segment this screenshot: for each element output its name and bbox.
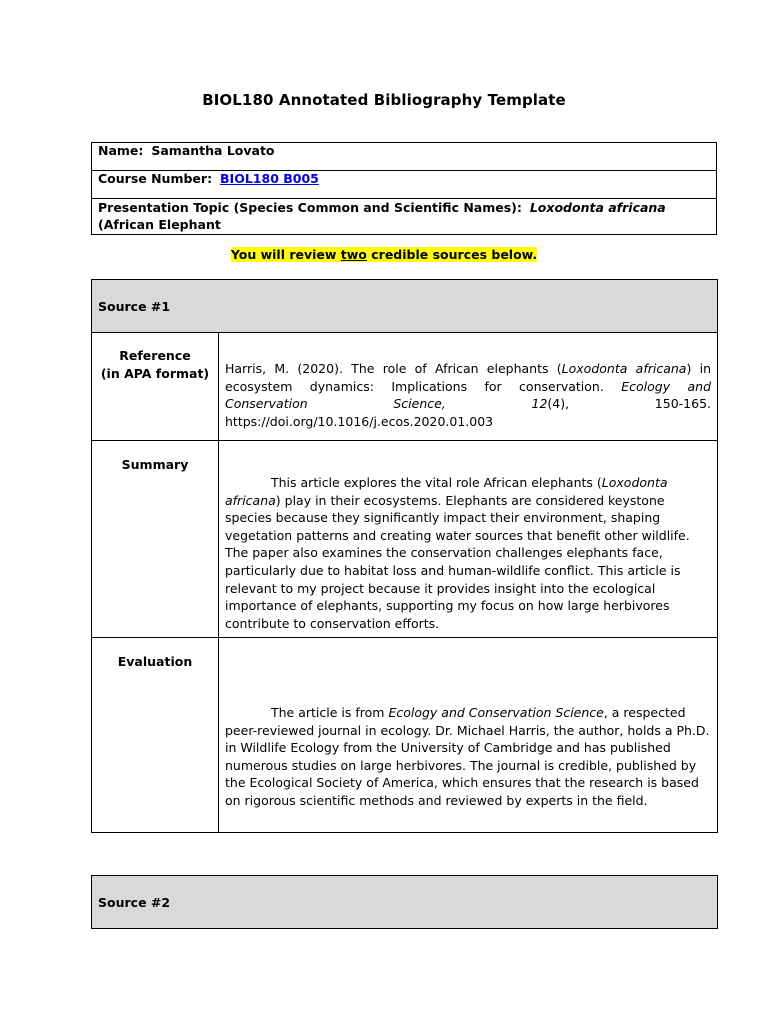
notice-before: You will review xyxy=(230,247,341,262)
course-label: Course Number: xyxy=(98,171,213,186)
review-notice xyxy=(0,247,768,262)
source-2-table xyxy=(91,875,718,929)
name-cell xyxy=(92,143,717,171)
reference-species: Loxodonta africana xyxy=(561,361,687,376)
topic-common-name: (African Elephant xyxy=(98,217,221,232)
evaluation-label: Evaluation xyxy=(117,654,193,669)
topic-label: Presentation Topic (Species Common and Scientific Names): xyxy=(98,200,522,215)
source-1-table xyxy=(91,279,718,833)
reference-content xyxy=(219,333,718,441)
summary-label-cell xyxy=(92,441,219,638)
source-2-header-row xyxy=(92,876,718,929)
evaluation-part1: The article is from xyxy=(271,705,389,720)
reference-part1: Harris, M. (2020). The role of African elephants ( xyxy=(225,361,562,376)
reference-journal: Ecology and Conservation Science, xyxy=(225,378,711,412)
summary-content xyxy=(219,441,718,638)
topic-row xyxy=(92,199,717,235)
evaluation-content xyxy=(219,638,718,833)
course-cell xyxy=(92,171,717,199)
summary-row xyxy=(92,441,718,638)
reference-label-line2: (in APA format) xyxy=(100,366,210,381)
student-info-table xyxy=(91,142,717,235)
notice-highlight xyxy=(231,247,537,262)
name-value: Samantha Lovato xyxy=(151,143,275,158)
evaluation-label-cell xyxy=(92,638,219,833)
evaluation-part2: , a respected peer-reviewed journal in ecology. Dr. Michael Harris, the author, holds a Ph.D. in Wildlife Ecology from the University of Cambridge and has published numerous studies on large herbivores. The journal is credible, published by the Ecological Society of America, which ensures that the research is based on rigorous scientific methods and reviewed by experts in the field. xyxy=(225,705,710,808)
reference-label-cell xyxy=(92,333,219,441)
reference-row xyxy=(92,333,718,441)
notice-emphasis: two xyxy=(340,247,367,262)
summary-part1: This article explores the vital role African elephants ( xyxy=(271,475,602,490)
course-number-link[interactable]: BIOL180 B005 xyxy=(220,171,319,186)
reference-label-line1: Reference xyxy=(119,348,191,363)
summary-label: Summary xyxy=(121,457,189,472)
evaluation-row xyxy=(92,638,718,833)
document-title: BIOL180 Annotated Bibliography Template xyxy=(202,91,566,109)
topic-scientific-name: Loxodonta africana xyxy=(529,200,666,215)
reference-part3: (4), 150-165. https://doi.org/10.1016/j.ecos.2020.01.003 xyxy=(225,396,711,429)
evaluation-journal: Ecology and Conservation Science xyxy=(388,705,604,720)
summary-part2: ) play in their ecosystems. Elephants are considered keystone species because they significantly impact their environment, shaping vegetation patterns and creating water sources that benefit other wildlife. The paper also examines the conservation challenges elephants face, particularly due to habitat loss and human-wildlife conflict. This article is relevant to my project because it provides insight into the ecological importance of elephants, supporting my focus on how large herbivores contribute to conservation efforts. xyxy=(225,492,690,631)
name-row xyxy=(92,143,717,171)
reference-part2: ) in ecosystem dynamics: Implications for conservation. xyxy=(225,361,711,394)
topic-cell xyxy=(92,199,717,235)
source-1-heading: Source #1 xyxy=(92,280,718,333)
name-label: Name: xyxy=(98,143,144,158)
source-1-header-row xyxy=(92,280,718,333)
notice-after: credible sources below. xyxy=(366,247,538,262)
summary-species: Loxodonta africana xyxy=(225,475,668,508)
course-row xyxy=(92,171,717,199)
source-2-heading: Source #2 xyxy=(92,876,718,929)
reference-volume: 12 xyxy=(531,396,548,412)
